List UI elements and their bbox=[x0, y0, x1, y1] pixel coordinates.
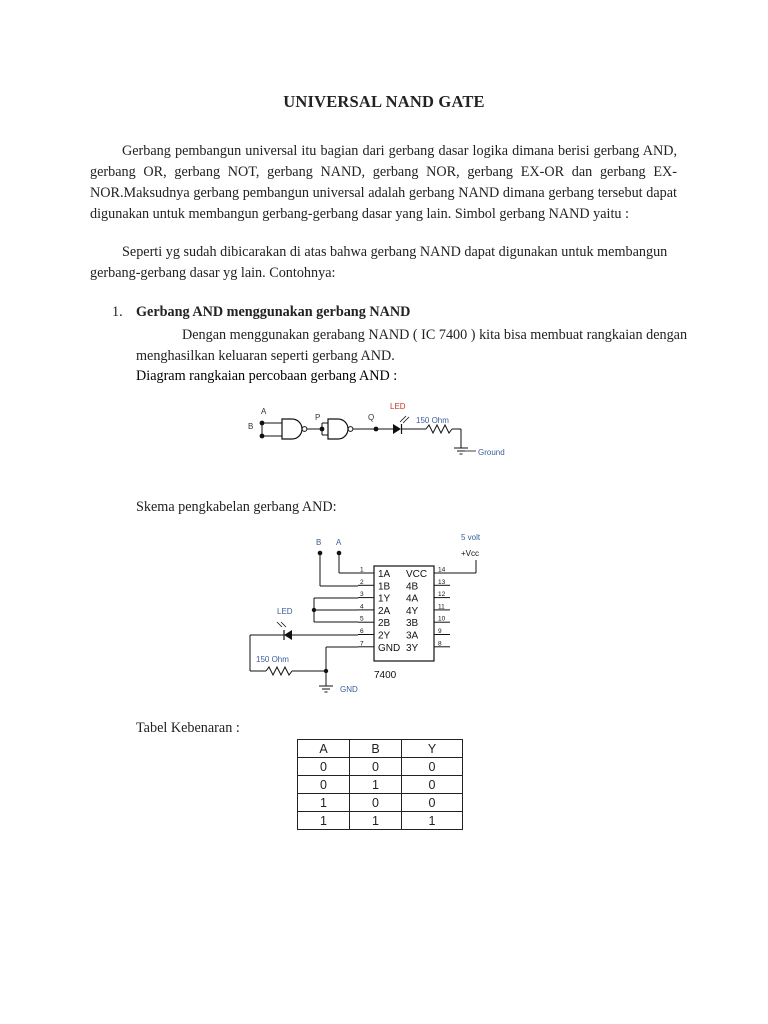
cell-y: 0 bbox=[402, 794, 463, 812]
vcc-label: +Vcc bbox=[461, 549, 480, 558]
wiring-led-symbol bbox=[277, 622, 292, 640]
wiring-gnd-label: GND bbox=[340, 685, 358, 694]
pin-name: 1B bbox=[378, 581, 391, 593]
pin-name: 4A bbox=[406, 593, 419, 605]
ground-label: Ground bbox=[478, 448, 505, 457]
wiring-ground-symbol bbox=[319, 686, 333, 692]
and-circuit-diagram bbox=[240, 398, 530, 468]
pin-number: 3 bbox=[360, 591, 364, 599]
section-text-content: Dengan menggunakan gerabang NAND ( IC 7400 ) kita bisa membuat rangkaian dengan menghasilkan keluaran seperti gerbang AND. bbox=[136, 327, 688, 364]
page-title: UNIVERSAL NAND GATE bbox=[283, 92, 485, 111]
truth-table-header bbox=[298, 740, 463, 758]
pin-name: 2Y bbox=[378, 630, 391, 642]
pin-number: 8 bbox=[438, 640, 442, 648]
led-label: LED bbox=[390, 402, 406, 411]
wiring-caption: Skema pengkabelan gerbang AND: bbox=[136, 499, 337, 515]
pin-number: 12 bbox=[438, 591, 446, 599]
nand-gate-2 bbox=[328, 419, 353, 439]
pin-name: 4Y bbox=[406, 605, 419, 617]
table-row bbox=[298, 812, 463, 830]
pin-name: 4B bbox=[406, 581, 419, 593]
table-row bbox=[298, 758, 463, 776]
wiring-led-label: LED bbox=[277, 607, 293, 616]
cell-y: 1 bbox=[402, 812, 463, 830]
cell-b: 1 bbox=[350, 776, 402, 794]
pin-name: 2B bbox=[378, 618, 391, 630]
cell-b: 0 bbox=[350, 794, 402, 812]
pin-name: VCC bbox=[406, 569, 428, 580]
table-row bbox=[298, 794, 463, 812]
wiring-b-label: B bbox=[316, 538, 322, 547]
header-y: Y bbox=[402, 740, 463, 758]
pin-number: 13 bbox=[438, 578, 446, 586]
diagram-caption: Diagram rangkaian percobaan gerbang AND : bbox=[136, 368, 398, 384]
cell-b: 0 bbox=[350, 758, 402, 776]
pin-name: 2A bbox=[378, 605, 391, 617]
section-text bbox=[136, 325, 696, 367]
pin-name: 3B bbox=[406, 618, 419, 630]
ic-pins bbox=[358, 567, 450, 654]
cell-y: 0 bbox=[402, 758, 463, 776]
resistor-label: 150 Ohm bbox=[416, 416, 449, 425]
pin-number: 2 bbox=[360, 578, 364, 586]
pin-name: 1Y bbox=[378, 593, 391, 605]
pin-name: 3Y bbox=[406, 642, 419, 654]
input-a-label: A bbox=[261, 407, 267, 416]
cell-a: 0 bbox=[298, 776, 350, 794]
section-heading: Gerbang AND menggunakan gerbang NAND bbox=[136, 304, 411, 320]
node-q-label: Q bbox=[368, 413, 375, 422]
resistor-symbol bbox=[426, 425, 452, 433]
supply-label: 5 volt bbox=[461, 533, 481, 542]
pin-number: 10 bbox=[438, 615, 446, 623]
pin-number: 6 bbox=[360, 628, 364, 635]
truth-table-caption: Tabel Kebenaran : bbox=[136, 720, 240, 736]
pin-name: GND bbox=[378, 642, 401, 654]
intro-paragraph: Gerbang pembangun universal itu bagian dari gerbang dasar logika dimana berisi gerbang AND, gerbang OR, gerbang NOT, gerbang NAND, gerbang NOR, gerbang EX-OR dan gerbang EX-NOR.Maksudnya gerbang pembangun universal adalah gerbang NAND dimana gerbang tersebut dapat digunakan untuk membangun gerbang-gerbang dasar yang lain. Simbol gerbang NAND yaitu : bbox=[90, 143, 677, 222]
input-b-label: B bbox=[248, 422, 254, 431]
nand-gate-1 bbox=[282, 419, 307, 439]
list-number: 1. bbox=[112, 304, 123, 320]
pin-number: 4 bbox=[360, 603, 364, 611]
cell-a: 1 bbox=[298, 812, 350, 830]
wiring-a-label: A bbox=[336, 538, 342, 547]
cell-a: 1 bbox=[298, 794, 350, 812]
example-paragraph: Seperti yg sudah dibicarakan di atas bahwa gerbang NAND dapat digunakan untuk membangun gerbang-gerbang dasar yg lain. Contohnya: bbox=[90, 244, 668, 281]
cell-y: 0 bbox=[402, 776, 463, 794]
header-b: B bbox=[350, 740, 402, 758]
led-symbol bbox=[393, 416, 409, 434]
cell-b: 1 bbox=[350, 812, 402, 830]
pin-number: 14 bbox=[438, 566, 446, 574]
pin-name: 3A bbox=[406, 630, 419, 642]
table-row bbox=[298, 776, 463, 794]
cell-a: 0 bbox=[298, 758, 350, 776]
pin-number: 7 bbox=[360, 640, 364, 648]
ic-part-number: 7400 bbox=[374, 670, 397, 681]
truth-table bbox=[297, 739, 463, 830]
pin-number: 1 bbox=[360, 566, 364, 574]
wiring-resistor-symbol bbox=[266, 667, 292, 675]
wiring-resistor-label: 150 Ohm bbox=[256, 655, 289, 664]
ic-7400-wiring-diagram bbox=[240, 530, 500, 700]
header-a: A bbox=[298, 740, 350, 758]
pin-name: 1A bbox=[378, 569, 391, 580]
pin-number: 11 bbox=[438, 603, 445, 611]
node-p-label: P bbox=[315, 413, 321, 422]
pin-number: 9 bbox=[438, 628, 442, 635]
pin-number: 5 bbox=[360, 615, 364, 623]
